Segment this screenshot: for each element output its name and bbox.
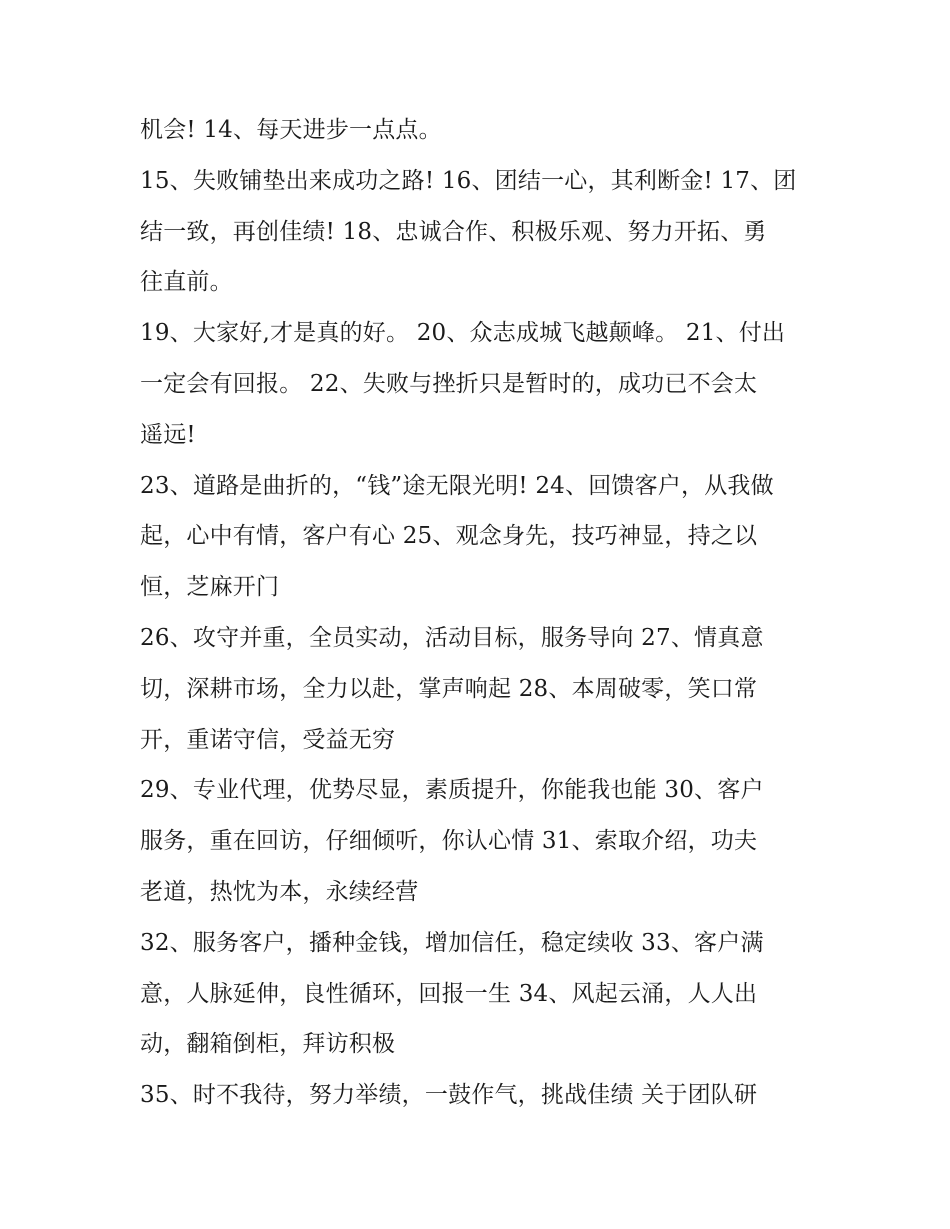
- text-line: 32、服务客户，播种金钱，增加信任，稳定续收 33、客户满: [140, 929, 764, 956]
- text-line: 切，深耕市场，全力以赴，掌声响起 28、本周破零，笑口常: [140, 675, 758, 702]
- text-line: 老道，热忱为本，永续经营: [140, 878, 419, 905]
- text-line: 26、攻守并重，全员实动，活动目标，服务导向 27、情真意: [140, 624, 764, 651]
- text-line: 往直前。: [140, 269, 233, 296]
- text-line: 遥远!: [140, 421, 196, 448]
- text-line: 起，心中有情，客户有心 25、观念身先，技巧神显，持之以: [140, 523, 758, 550]
- text-line: 23、道路是曲折的，“钱”途无限光明! 24、回馈客户，从我做: [140, 472, 774, 499]
- text-line: 意，人脉延伸，良性循环，回报一生 34、风起云涌，人人出: [140, 980, 758, 1007]
- text-line: 动，翻箱倒柜，拜访积极: [140, 1031, 396, 1058]
- text-line: 35、时不我待，努力举绩，一鼓作气，挑战佳绩 关于团队研: [140, 1082, 758, 1109]
- text-line: 一定会有回报。 22、失败与挫折只是暂时的，成功已不会太: [140, 370, 758, 397]
- text-line: 结一致，再创佳绩! 18、忠诚合作、积极乐观、努力开拓、勇: [140, 218, 767, 245]
- text-line: 开，重诺守信，受益无穷: [140, 726, 396, 753]
- text-line: 19、大家好,才是真的好。 20、众志成城飞越颠峰。 21、付出: [140, 320, 786, 347]
- text-line: 机会! 14、每天进步一点点。: [140, 117, 442, 143]
- text-line: 恒，芝麻开门: [140, 574, 280, 601]
- document-body: [140, 105, 810, 1121]
- text-line: 15、失败铺垫出来成功之路! 16、团结一心，其利断金! 17、团: [140, 167, 797, 194]
- text-line: 服务，重在回访，仔细倾听，你认心情 31、索取介绍，功夫: [140, 828, 758, 855]
- text-line: 29、专业代理，优势尽显，素质提升，你能我也能 30、客户: [140, 777, 764, 804]
